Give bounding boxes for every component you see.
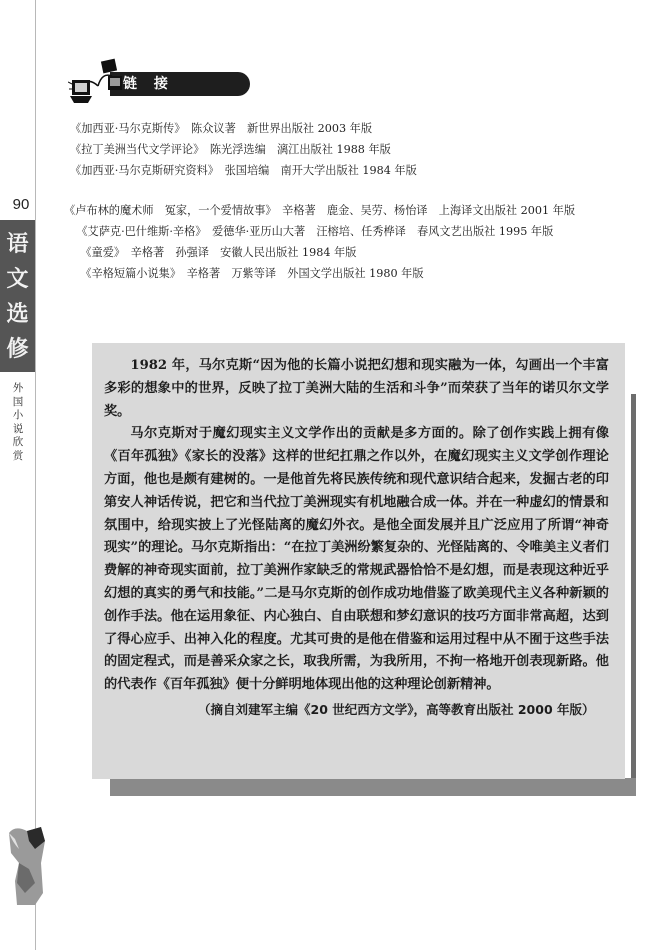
side-band-char: 语: [6, 230, 29, 257]
side-band-char: 选: [6, 300, 29, 327]
reference-item: 《卢布林的魔术师 冤家，一个爱情故事》 辛格著 鹿金、吴劳、杨怡译 上海译文出版社 2001 年版: [64, 204, 576, 217]
reference-list-singer: [64, 200, 634, 284]
margin-rule: [35, 0, 36, 950]
quote-box: [92, 343, 625, 779]
side-band: [0, 220, 35, 372]
quote-box-shadow-bottom: [110, 778, 636, 796]
side-band-char: 文: [6, 265, 29, 292]
side-subtitle: 外国小说欣赏: [12, 382, 24, 462]
link-label: 链 接: [123, 76, 174, 92]
side-band-char: 修: [6, 335, 29, 362]
reference-item: 《拉丁美洲当代文学评论》 陈光浮选编 漓江出版社 1988 年版: [70, 143, 391, 156]
quote-paragraph: 1982 年，马尔克斯“因为他的长篇小说把幻想和现实融为一体，勾画出一个丰富多彩的想象中的世界，反映了拉丁美洲大陆的生活和斗争”而荣获了当年的诺贝尔文学奖。: [104, 358, 609, 419]
quote-source: （摘自刘建军主编《20 世纪西方文学》，高等教育出版社 2000 年版）: [198, 701, 595, 717]
quote-box-shadow-right: [631, 394, 636, 796]
reference-item: 《辛格短篇小说集》 辛格著 万紫等译 外国文学出版社 1980 年版: [80, 267, 424, 280]
reference-item: 《童爱》 辛格著 孙强译 安徽人民出版社 1984 年版: [80, 246, 357, 259]
link-section-header: [68, 58, 198, 103]
reference-item: 《加西亚·马尔克斯研究资料》 张国培编 南开大学出版社 1984 年版: [70, 164, 417, 177]
quote-paragraph: 马尔克斯对于魔幻现实主义文学作出的贡献是多方面的。除了创作实践上拥有像《百年孤独》《家长的没落》这样的世纪扛鼎之作以外，在魔幻现实主义文学创作理论方面，他也是颇有建树的。一是他首先将民族传统和现代意识结合起来，发掘古老的印第安人神话传说，把它和当代拉丁美洲现实有机地融合成一体。并在一种虚幻的情景和氛围中，给现实披上了光怪陆离的魔幻外衣。是他全面发展并且广泛应用了所谓“神奇现实”的理论。马尔克斯指出：“在拉丁美洲纷繁复杂的、光怪陆离的、令唯美主义者们费解的神奇现实面前，拉丁美洲作家缺乏的常规武器恰恰不是幻想，而是表现这种近乎幻想的真实的勇气和技能。”二是马尔克斯的创作成功地借鉴了欧美现代主义各种新颖的创作手法。他在运用象征、内心独白、自由联想和梦幻意识的技巧方面非常高超，达到了得心应手、出神入化的程度。尤其可贵的是他在借鉴和运用过程中从不囿于这些手法的固定程式，而是善采众家之长，取我所需，为我所用，不拘一格地开创表现新路。他的代表作《百年孤独》便十分鲜明地体现出他的这种理论创新精神。: [104, 426, 609, 693]
computer-network-icon: [68, 58, 128, 106]
statue-bust-icon: [5, 823, 47, 905]
reference-item: 《加西亚·马尔克斯传》 陈众议著 新世界出版社 2003 年版: [70, 122, 373, 135]
reference-list-marquez: [70, 118, 640, 181]
page-number: 90: [12, 196, 30, 213]
reference-item: 《艾萨克·巴什维斯·辛格》 爱德华·亚历山大著 汪榕培、任秀桦译 春风文艺出版社 1995 年版: [76, 225, 554, 238]
